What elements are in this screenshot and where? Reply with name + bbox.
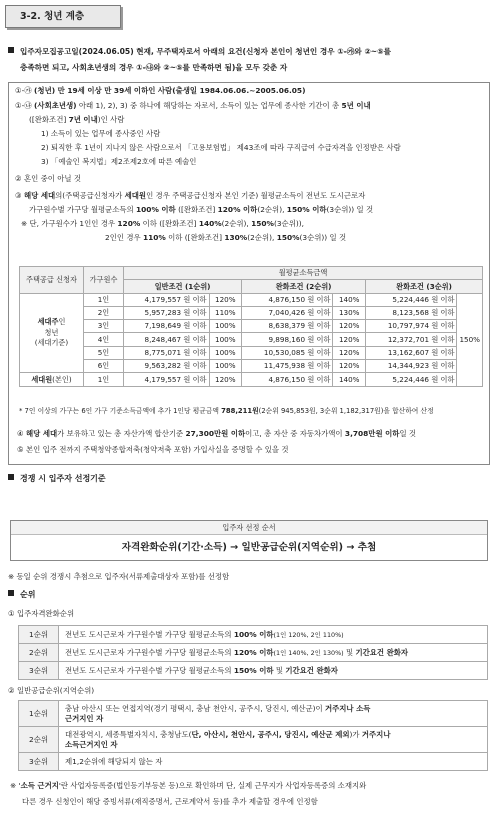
- rank-label: 3순위: [19, 753, 59, 771]
- pct-base-cell: 100%: [209, 333, 242, 346]
- pct-relax-cell: 120%: [333, 360, 366, 373]
- rank-label: 3순위: [19, 662, 59, 680]
- income-row: [20, 293, 483, 306]
- note-single: ※ 단, 가구원수가 1인인 경우 120% 이하 ([완화조건] 140%(2순위), 150%(3순위)),: [21, 219, 304, 228]
- members-cell: 2인: [84, 306, 124, 319]
- relaxed-rank-table: [18, 625, 488, 680]
- condition-3-cont: 가구원수별 가구당 월평균소득의 100% 이하 ([완화조건] 120% 이하(2순위), 150% 이하(3순위)) 일 것: [29, 205, 374, 214]
- members-cell: 1인: [84, 293, 124, 306]
- footnote-income-base: ※ '소득 근거지'란 사업자등록증(법인등기부등본 등)으로 확인하며 단, 실제 근무지가 사업자등록증의 소재지와: [10, 781, 367, 790]
- rank-desc: 대전광역시, 세종특별자치시, 충청남도(단, 아산시, 천안시, 공주시, 당진시, 예산군 제외)가 거주지나 소득근거지인 자: [59, 727, 488, 753]
- income-relax3-cell: 14,344,923 원 이하: [366, 360, 457, 373]
- income-relax3-cell: 10,797,974 원 이하: [366, 320, 457, 333]
- pct-relax-cell: 120%: [333, 320, 366, 333]
- condition-2: ② 혼인 중이 아닐 것: [15, 174, 81, 183]
- ranking-heading: 순위: [8, 590, 35, 601]
- condition-1b-cont: ([완화조건] 7년 이내)인 사람: [29, 115, 125, 124]
- income-base-cell: 9,563,282 원 이하: [124, 360, 210, 373]
- competition-note: ※ 동일 순위 경쟁시 추첨으로 입주자(서류제출대상자 포함)를 선정함: [8, 572, 230, 581]
- selection-order-flow: 자격완화순위(기간·소득) → 일반공급순위(지역순위) → 추첨: [121, 542, 377, 553]
- income-row: [20, 360, 483, 373]
- members-cell: 1인: [84, 373, 124, 386]
- footnote-income-base-cont: 다른 경우 신청인이 해당 증빙서류(재직증명서, 근로계약서 등)를 추가 제출할 경우에 인정함: [22, 797, 318, 806]
- pct-relax-cell: 130%: [333, 306, 366, 319]
- rank-label: 2순위: [19, 644, 59, 662]
- rank-label: 1순위: [19, 701, 59, 727]
- income-relax-cell: 10,530,085 원 이하: [242, 346, 333, 359]
- income-row: [20, 333, 483, 346]
- intro-text: 입주자모집공고일(2024.06.05) 현재, 무주택자로서 아래의 요건(신청자 본인이 청년인 경우 ①-㉮와 ②~⑤를 충족하면 되고, 사회초년생의 경우 ①-㉯와 ②~⑤를 만족하면 됨)을 모두 갖춘 자: [8, 44, 488, 76]
- income-relax3-cell: 12,372,701 원 이하: [366, 333, 457, 346]
- footnote-seven: * 7인 이상의 가구는 6인 가구 기준소득금액에 추가 1인당 평균금액 788,211원(2순위 945,853원, 3순위 1,182,317원)을 합산하여 산정: [19, 407, 434, 415]
- sub-condition-3: 3) 「예술인 복지법」제2조제2호에 따른 예술인: [41, 157, 197, 166]
- square-bullet-icon: [8, 474, 14, 480]
- pct-base-cell: 120%: [209, 373, 242, 386]
- pct-relax-cell: 140%: [333, 293, 366, 306]
- rank-desc: 전년도 도시근로자 가구원수별 가구당 월평균소득의 120% 이하(1인 140%, 2인 130%) 및 기간요건 완화자: [59, 644, 488, 662]
- income-base-cell: 8,248,467 원 이하: [124, 333, 210, 346]
- selection-order-box: [10, 520, 488, 561]
- income-relax-cell: 9,898,160 원 이하: [242, 333, 333, 346]
- table-row: [19, 644, 488, 662]
- income-relax-cell: 7,040,426 원 이하: [242, 306, 333, 319]
- pct-relax3-cell: 150%: [457, 293, 483, 386]
- rank-label: 2순위: [19, 727, 59, 753]
- members-cell: 4인: [84, 333, 124, 346]
- members-cell: 3인: [84, 320, 124, 333]
- income-row: [20, 306, 483, 319]
- income-row: [20, 346, 483, 359]
- conditions-box: [8, 82, 490, 465]
- group-householder: 세대주인 청년 (세대기준): [20, 293, 84, 373]
- sub-condition-2: 2) 퇴직한 후 1년이 지나지 않은 사람으로서 「고용보험법」 제43조에 따라 구직급여 수급자격을 인정받은 사람: [41, 143, 401, 152]
- income-relax3-cell: 5,224,446 원 이하: [366, 373, 457, 386]
- income-base-cell: 8,775,071 원 이하: [124, 346, 210, 359]
- table-row: [19, 727, 488, 753]
- members-cell: 5인: [84, 346, 124, 359]
- income-relax-cell: 4,876,150 원 이하: [242, 373, 333, 386]
- table-row: [19, 626, 488, 644]
- col-supply: 주택공급 신청자: [20, 267, 84, 294]
- condition-5: ⑤ 본인 입주 전까지 주택청약종합저축(청약저축 포함) 가입사실을 증명할 수 있을 것: [17, 445, 289, 454]
- table-row: [19, 753, 488, 771]
- square-bullet-icon: [8, 590, 14, 596]
- col-relax3: 완화조건 (3순위): [366, 280, 483, 293]
- condition-4: ④ 해당 세대가 보유하고 있는 총 자산가액 합산기준 27,300만원 이하이고, 총 자산 중 자동차가액이 3,708만원 이하일 것: [17, 429, 417, 438]
- income-base-cell: 4,179,557 원 이하: [124, 293, 210, 306]
- competition-heading: 경쟁 시 입주자 선정기준: [8, 474, 106, 485]
- pct-base-cell: 100%: [209, 360, 242, 373]
- group-member: 세대원(본인): [20, 373, 84, 386]
- rank-desc: 제1,2순위에 해당되지 않는 자: [59, 753, 488, 771]
- pct-base-cell: 100%: [209, 320, 242, 333]
- sub-condition-1: 1) 소득이 있는 업무에 종사중인 사람: [41, 129, 161, 138]
- income-base-cell: 7,198,649 원 이하: [124, 320, 210, 333]
- condition-3: ③ 해당 세대의(주택공급신청자가 세대원인 경우 주택공급신청자 본인 기준) 월평균소득이 전년도 도시근로자: [15, 191, 366, 200]
- table-row: [19, 701, 488, 727]
- ranking-sub-2: ② 일반공급순위(지역순위): [8, 686, 95, 695]
- ranking-sub-1: ① 입주자격완화순위: [8, 609, 75, 618]
- income-relax-cell: 11,475,938 원 이하: [242, 360, 333, 373]
- pct-relax-cell: 140%: [333, 373, 366, 386]
- col-relax: 완화조건 (2순위): [242, 280, 366, 293]
- pct-base-cell: 120%: [209, 293, 242, 306]
- income-row: [20, 373, 483, 386]
- income-relax3-cell: 8,123,568 원 이하: [366, 306, 457, 319]
- income-base-cell: 5,957,283 원 이하: [124, 306, 210, 319]
- col-members: 가구원수: [84, 267, 124, 294]
- pct-base-cell: 110%: [209, 306, 242, 319]
- rank-desc: 전년도 도시근로자 가구원수별 가구당 월평균소득의 100% 이하(1인 120%, 2인 110%): [59, 626, 488, 644]
- table-row: [19, 662, 488, 680]
- rank-desc: 충남 아산시 또는 연접지역(경기 평택시, 충남 천안시, 공주시, 당진시, 예산군)이 거주지나 소득 근거지인 자: [59, 701, 488, 727]
- pct-relax-cell: 120%: [333, 346, 366, 359]
- income-base-cell: 4,179,557 원 이하: [124, 373, 210, 386]
- regional-rank-table: [18, 700, 488, 771]
- section-title: 3-2. 청년 계층: [5, 5, 121, 28]
- square-bullet-icon: [8, 47, 14, 53]
- income-relax-cell: 4,876,150 원 이하: [242, 293, 333, 306]
- income-relax-cell: 8,638,379 원 이하: [242, 320, 333, 333]
- condition-1a: ①-㉮ (청년) 만 19세 이상 만 39세 이하인 사람(출생일 1984.06.06.~2005.06.05): [15, 86, 306, 95]
- rank-desc: 전년도 도시근로자 가구원수별 가구당 월평균소득의 150% 이하 및 기간요건 완화자: [59, 662, 488, 680]
- note-double: 2인인 경우 110% 이하 ([완화조건] 130%(2순위), 150%(3순위)) 일 것: [105, 233, 347, 242]
- selection-order-title: 입주자 선정 순서: [11, 521, 487, 535]
- col-income: 월평균소득금액: [124, 267, 483, 280]
- condition-1b: ①-㉯ (사회초년생) 아래 1), 2), 3) 중 하나에 해당하는 자로서, 소득이 있는 업무에 종사한 기간이 총 5년 이내: [15, 101, 371, 110]
- pct-base-cell: 100%: [209, 346, 242, 359]
- income-relax3-cell: 5,224,446 원 이하: [366, 293, 457, 306]
- income-row: [20, 320, 483, 333]
- col-base: 일반조건 (1순위): [124, 280, 242, 293]
- rank-label: 1순위: [19, 626, 59, 644]
- income-relax3-cell: 13,162,607 원 이하: [366, 346, 457, 359]
- income-table: [19, 266, 483, 387]
- members-cell: 6인: [84, 360, 124, 373]
- pct-relax-cell: 120%: [333, 333, 366, 346]
